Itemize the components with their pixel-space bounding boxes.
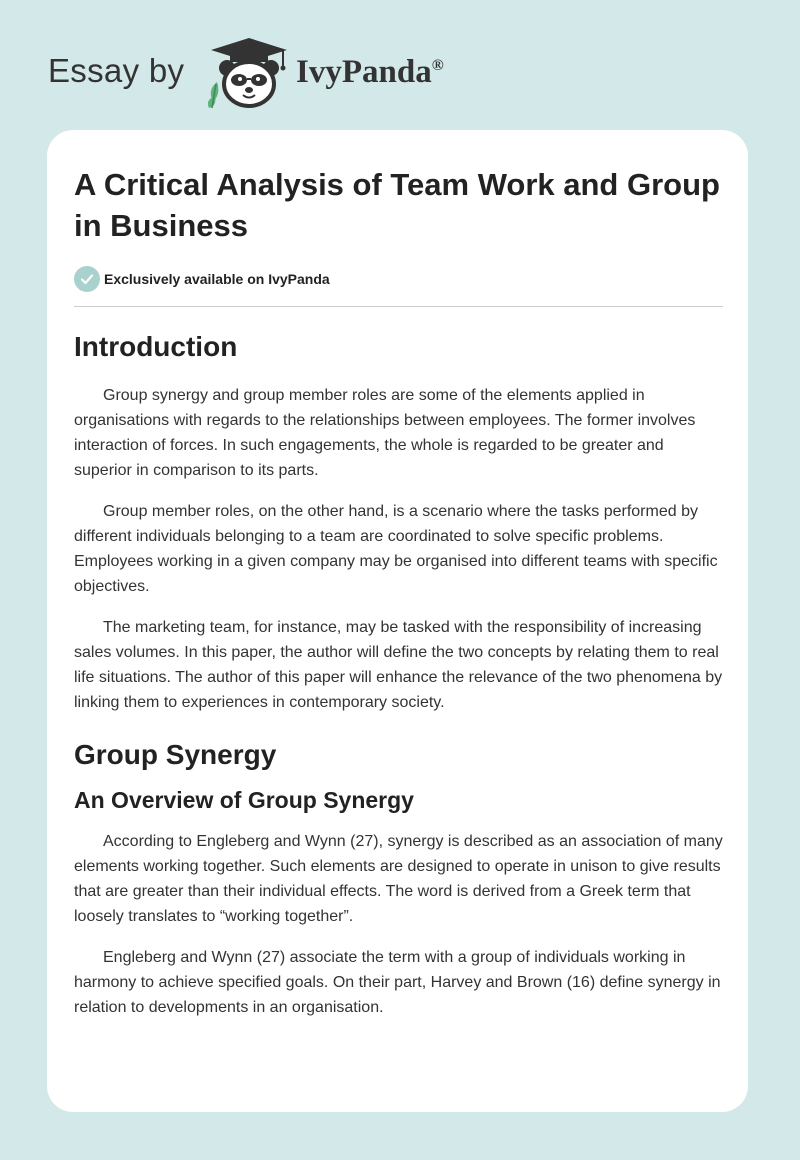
brand-header[interactable] [48,34,488,110]
paragraph: Group member roles, on the other hand, is a scenario where the tasks performed by different individuals belonging to a team are coordinated to solve specific problems. Employees working in a given company may be organised into different teams with specific objectives. [74,503,718,595]
section-heading: Introduction [74,331,238,362]
article-content [74,164,723,1036]
brand-prefix: Essay by [48,52,185,89]
panda-logo-icon [203,34,295,110]
paragraph: Engleberg and Wynn (27) associate the term with a group of individuals working in harmony to achieve specified goals. On their part, Harvey and Brown (16) define synergy in relation to developments in an organisation. [74,949,721,1016]
exclusive-badge [74,266,723,292]
section-introduction [74,329,723,715]
brand-name: IvyPanda® [296,54,444,90]
registered-mark: ® [431,57,444,74]
check-icon [74,266,100,292]
article-card [47,130,748,1112]
divider [74,306,723,307]
paragraph: The marketing team, for instance, may be tasked with the responsibility of increasing sales volumes. In this paper, the author will define the two concepts by relating them to real life situations. The author of this paper will enhance the relevance of the two phenomena by linking them to experiences in contemporary society. [74,619,723,711]
section-heading: Group Synergy [74,739,277,770]
subsection-heading: An Overview of Group Synergy [74,787,414,813]
badge-text: Exclusively available on IvyPanda [104,271,330,287]
paragraph: According to Engleberg and Wynn (27), synergy is described as an association of many elements working together. Such elements are designed to operate in unison to give results that are greater than their individual effects. The word is derived from a Greek term that loosely translates to “working together”. [74,833,723,925]
paragraph: Group synergy and group member roles are some of the elements applied in organisations with regards to the relationships between employees. The former involves interaction of forces. In such engagements, the whole is regarded to be greater and superior in comparison to its parts. [74,387,696,479]
section-group-synergy [74,737,723,1020]
article-title: A Critical Analysis of Team Work and Group in Business [74,167,720,243]
